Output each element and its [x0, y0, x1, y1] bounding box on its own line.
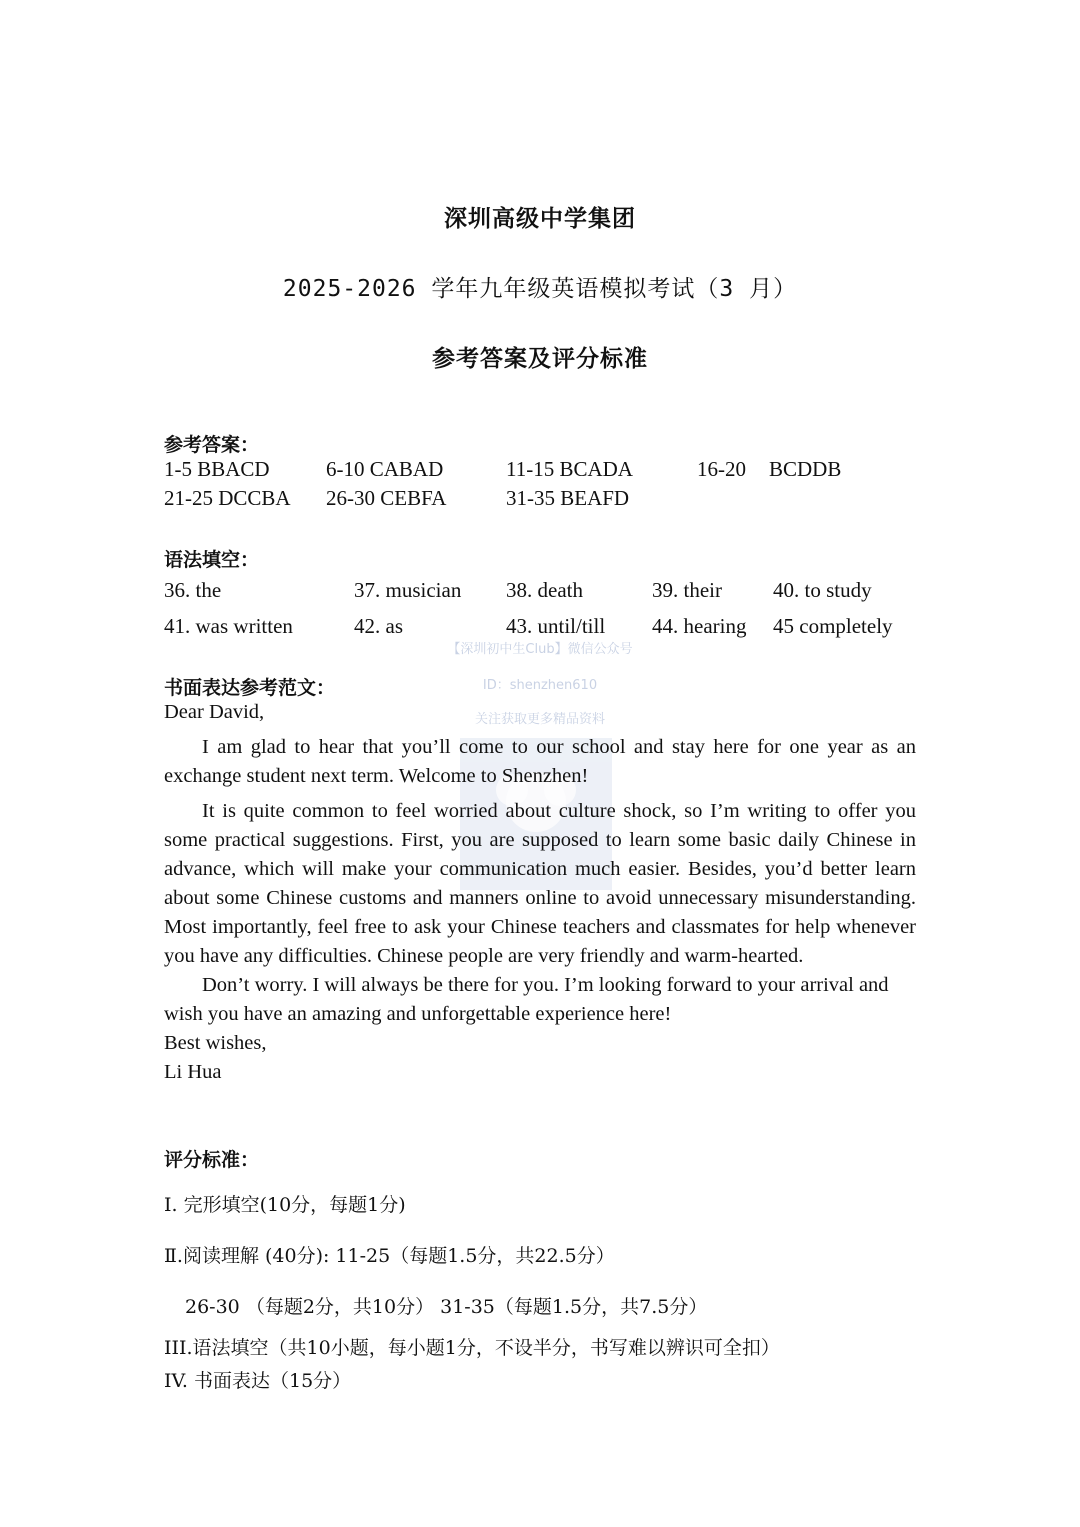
- grammar-answer: 45 completely: [773, 614, 893, 638]
- sample-letter: [164, 698, 916, 1087]
- grammar-answer: 37. musician: [354, 578, 462, 602]
- answer-group-range: 16-20: [697, 457, 746, 481]
- grammar-answer: 40. to study: [773, 578, 872, 602]
- criteria-item-reading-detail: 26-30 （每题2分，共10分） 31-35（每题1.5分，共7.5分）: [185, 1296, 708, 1318]
- watermark-line-1: 【深圳初中生Club】微信公众号: [447, 642, 633, 657]
- grammar-answer: 44. hearing: [652, 614, 747, 638]
- answer-group: 21-25 DCCBA: [164, 486, 291, 510]
- grammar-row-1: [0, 578, 1080, 606]
- letter-signature: Li Hua: [164, 1061, 222, 1083]
- criteria-item-grammar: III.语法填空（共10小题，每小题1分，不设半分，书写难以辨识可全扣）: [164, 1337, 780, 1359]
- grammar-row-2: [0, 614, 1080, 642]
- answer-group: 6-10 CABAD: [326, 457, 444, 481]
- letter-paragraph-1: I am glad to hear that you’ll come to our school and stay here for one year as an exchange student next term. Welcome to Shenzhen!: [164, 736, 916, 787]
- writing-heading: 书面表达参考范文：: [164, 677, 336, 699]
- letter-salutation: Dear David,: [164, 701, 265, 723]
- answer-group: 11-15 BCADA: [506, 457, 633, 481]
- answers-row-1: [0, 457, 1080, 485]
- grammar-answer: 43. until/till: [506, 614, 606, 638]
- answer-group: 26-30 CEBFA: [326, 486, 447, 510]
- org-title: 深圳高级中学集团: [444, 205, 636, 232]
- letter-closing: Best wishes,: [164, 1032, 267, 1054]
- document-title: 参考答案及评分标准: [432, 345, 648, 372]
- exam-title: 2025-2026 学年九年级英语模拟考试（3 月）: [282, 276, 798, 302]
- letter-paragraph-3: Don’t worry. I will always be there for you. I’m looking forward to your arrival and wish you have an amazing and unforgettable experience here!: [164, 974, 889, 1025]
- answers-heading: 参考答案：: [164, 434, 260, 456]
- answers-row-2: [0, 486, 1080, 514]
- grammar-answer: 39. their: [652, 578, 722, 602]
- grammar-answer: 36. the: [164, 578, 222, 602]
- watermark-line-2: ID：shenzhen610: [482, 678, 598, 693]
- grammar-answer: 42. as: [354, 614, 403, 638]
- criteria-heading: 评分标准：: [164, 1149, 260, 1171]
- answer-group: 1-5 BBACD: [164, 457, 270, 481]
- watermark-line-3: 关注获取更多精品资料: [474, 712, 605, 727]
- criteria-item-cloze: I. 完形填空(10分，每题1分): [164, 1194, 406, 1216]
- answer-group-letters: BCDDB: [769, 457, 842, 481]
- grammar-heading: 语法填空：: [164, 549, 260, 571]
- letter-paragraph-2: It is quite common to feel worried about culture shock, so I’m writing to offer you some practical suggestions. First, you are supposed to learn some basic daily Chinese in advance, which will make your communication much easier. Besides, you’d better learn about some Chinese customs and manners online to avoid unnecessary misunderstanding. Most importantly, feel free to ask your Chinese teachers and classmates for help whenever you have any difficulties. Chinese people are very friendly and warm-hearted.: [164, 800, 916, 967]
- grammar-answer: 38. death: [506, 578, 583, 602]
- criteria-item-writing: IV. 书面表达（15分）: [164, 1370, 352, 1392]
- answer-group: 31-35 BEAFD: [506, 486, 630, 510]
- grammar-answer: 41. was written: [164, 614, 293, 638]
- criteria-item-reading: Ⅱ.阅读理解 (40分): 11-25（每题1.5分，共22.5分）: [164, 1245, 615, 1267]
